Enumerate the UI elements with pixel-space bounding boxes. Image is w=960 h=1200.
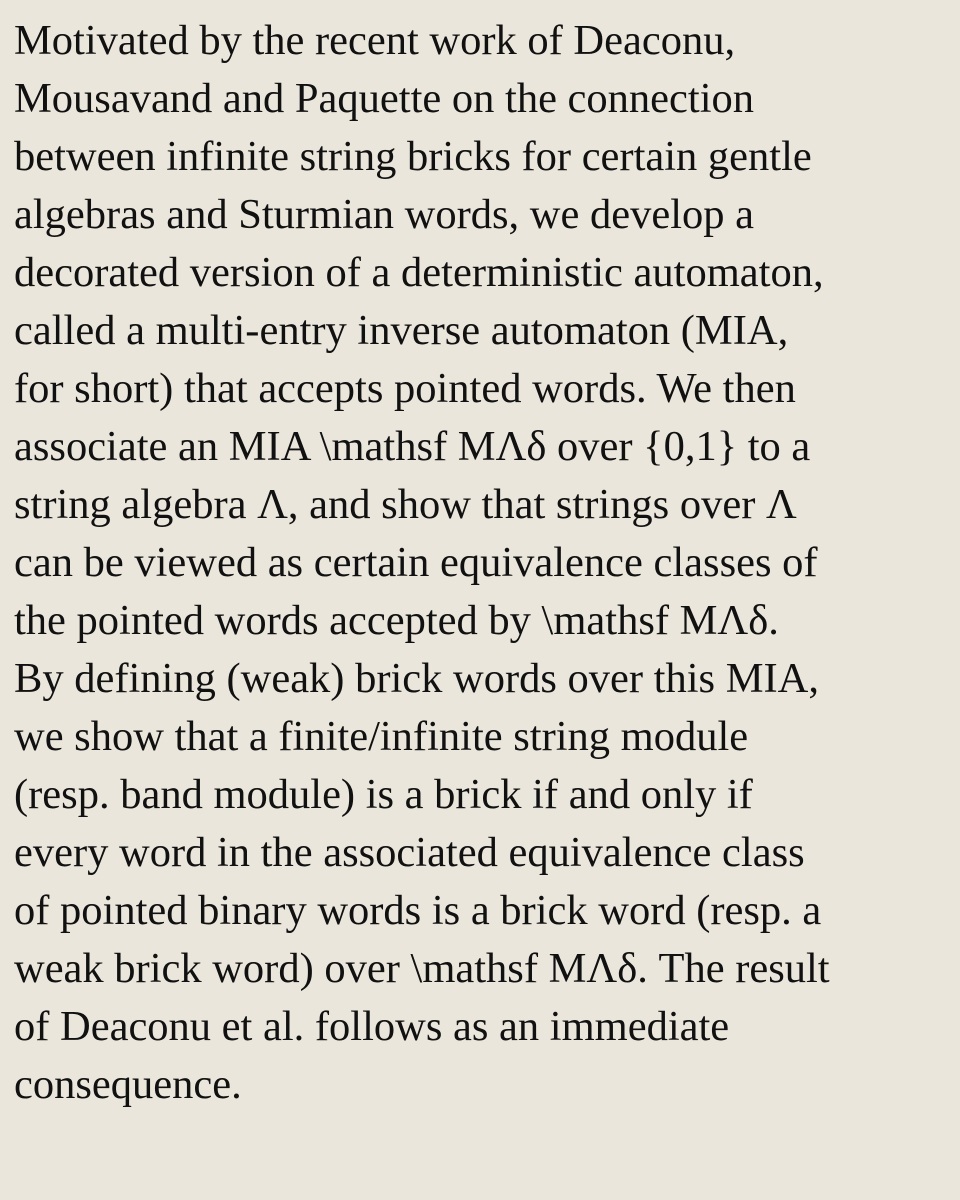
abstract-line: Mousavand and Paquette on the connection [14, 75, 755, 122]
abstract-line: every word in the associated equivalence class [14, 829, 805, 876]
abstract-line: called a multi-entry inverse automaton (MIA, [14, 307, 789, 354]
abstract-line: for short) that accepts pointed words. We then [14, 365, 796, 412]
abstract-line: string algebra Λ, and show that strings over Λ [14, 481, 797, 528]
abstract-line: between infinite string bricks for certain gentle [14, 133, 812, 180]
abstract-line: of Deaconu et al. follows as an immediate [14, 1003, 730, 1050]
abstract-line: Motivated by the recent work of Deaconu, [14, 17, 736, 64]
abstract-line: can be viewed as certain equivalence classes of [14, 539, 818, 586]
abstract-line: we show that a finite/infinite string module [14, 713, 749, 760]
abstract-line: the pointed words accepted by \mathsf MΛδ. [14, 597, 779, 644]
abstract-line: By defining (weak) brick words over this MIA, [14, 655, 819, 702]
abstract-line: (resp. band module) is a brick if and only if [14, 771, 753, 818]
abstract-line: weak brick word) over \mathsf MΛδ. The result [14, 945, 830, 992]
abstract-line: decorated version of a deterministic automaton, [14, 249, 824, 296]
abstract-line: of pointed binary words is a brick word (resp. a [14, 887, 822, 934]
abstract-line: algebras and Sturmian words, we develop a [14, 191, 754, 238]
abstract-line: associate an MIA \mathsf MΛδ over {0,1} to a [14, 423, 811, 470]
abstract-text [14, 12, 950, 1114]
abstract-line: consequence. [14, 1061, 242, 1108]
